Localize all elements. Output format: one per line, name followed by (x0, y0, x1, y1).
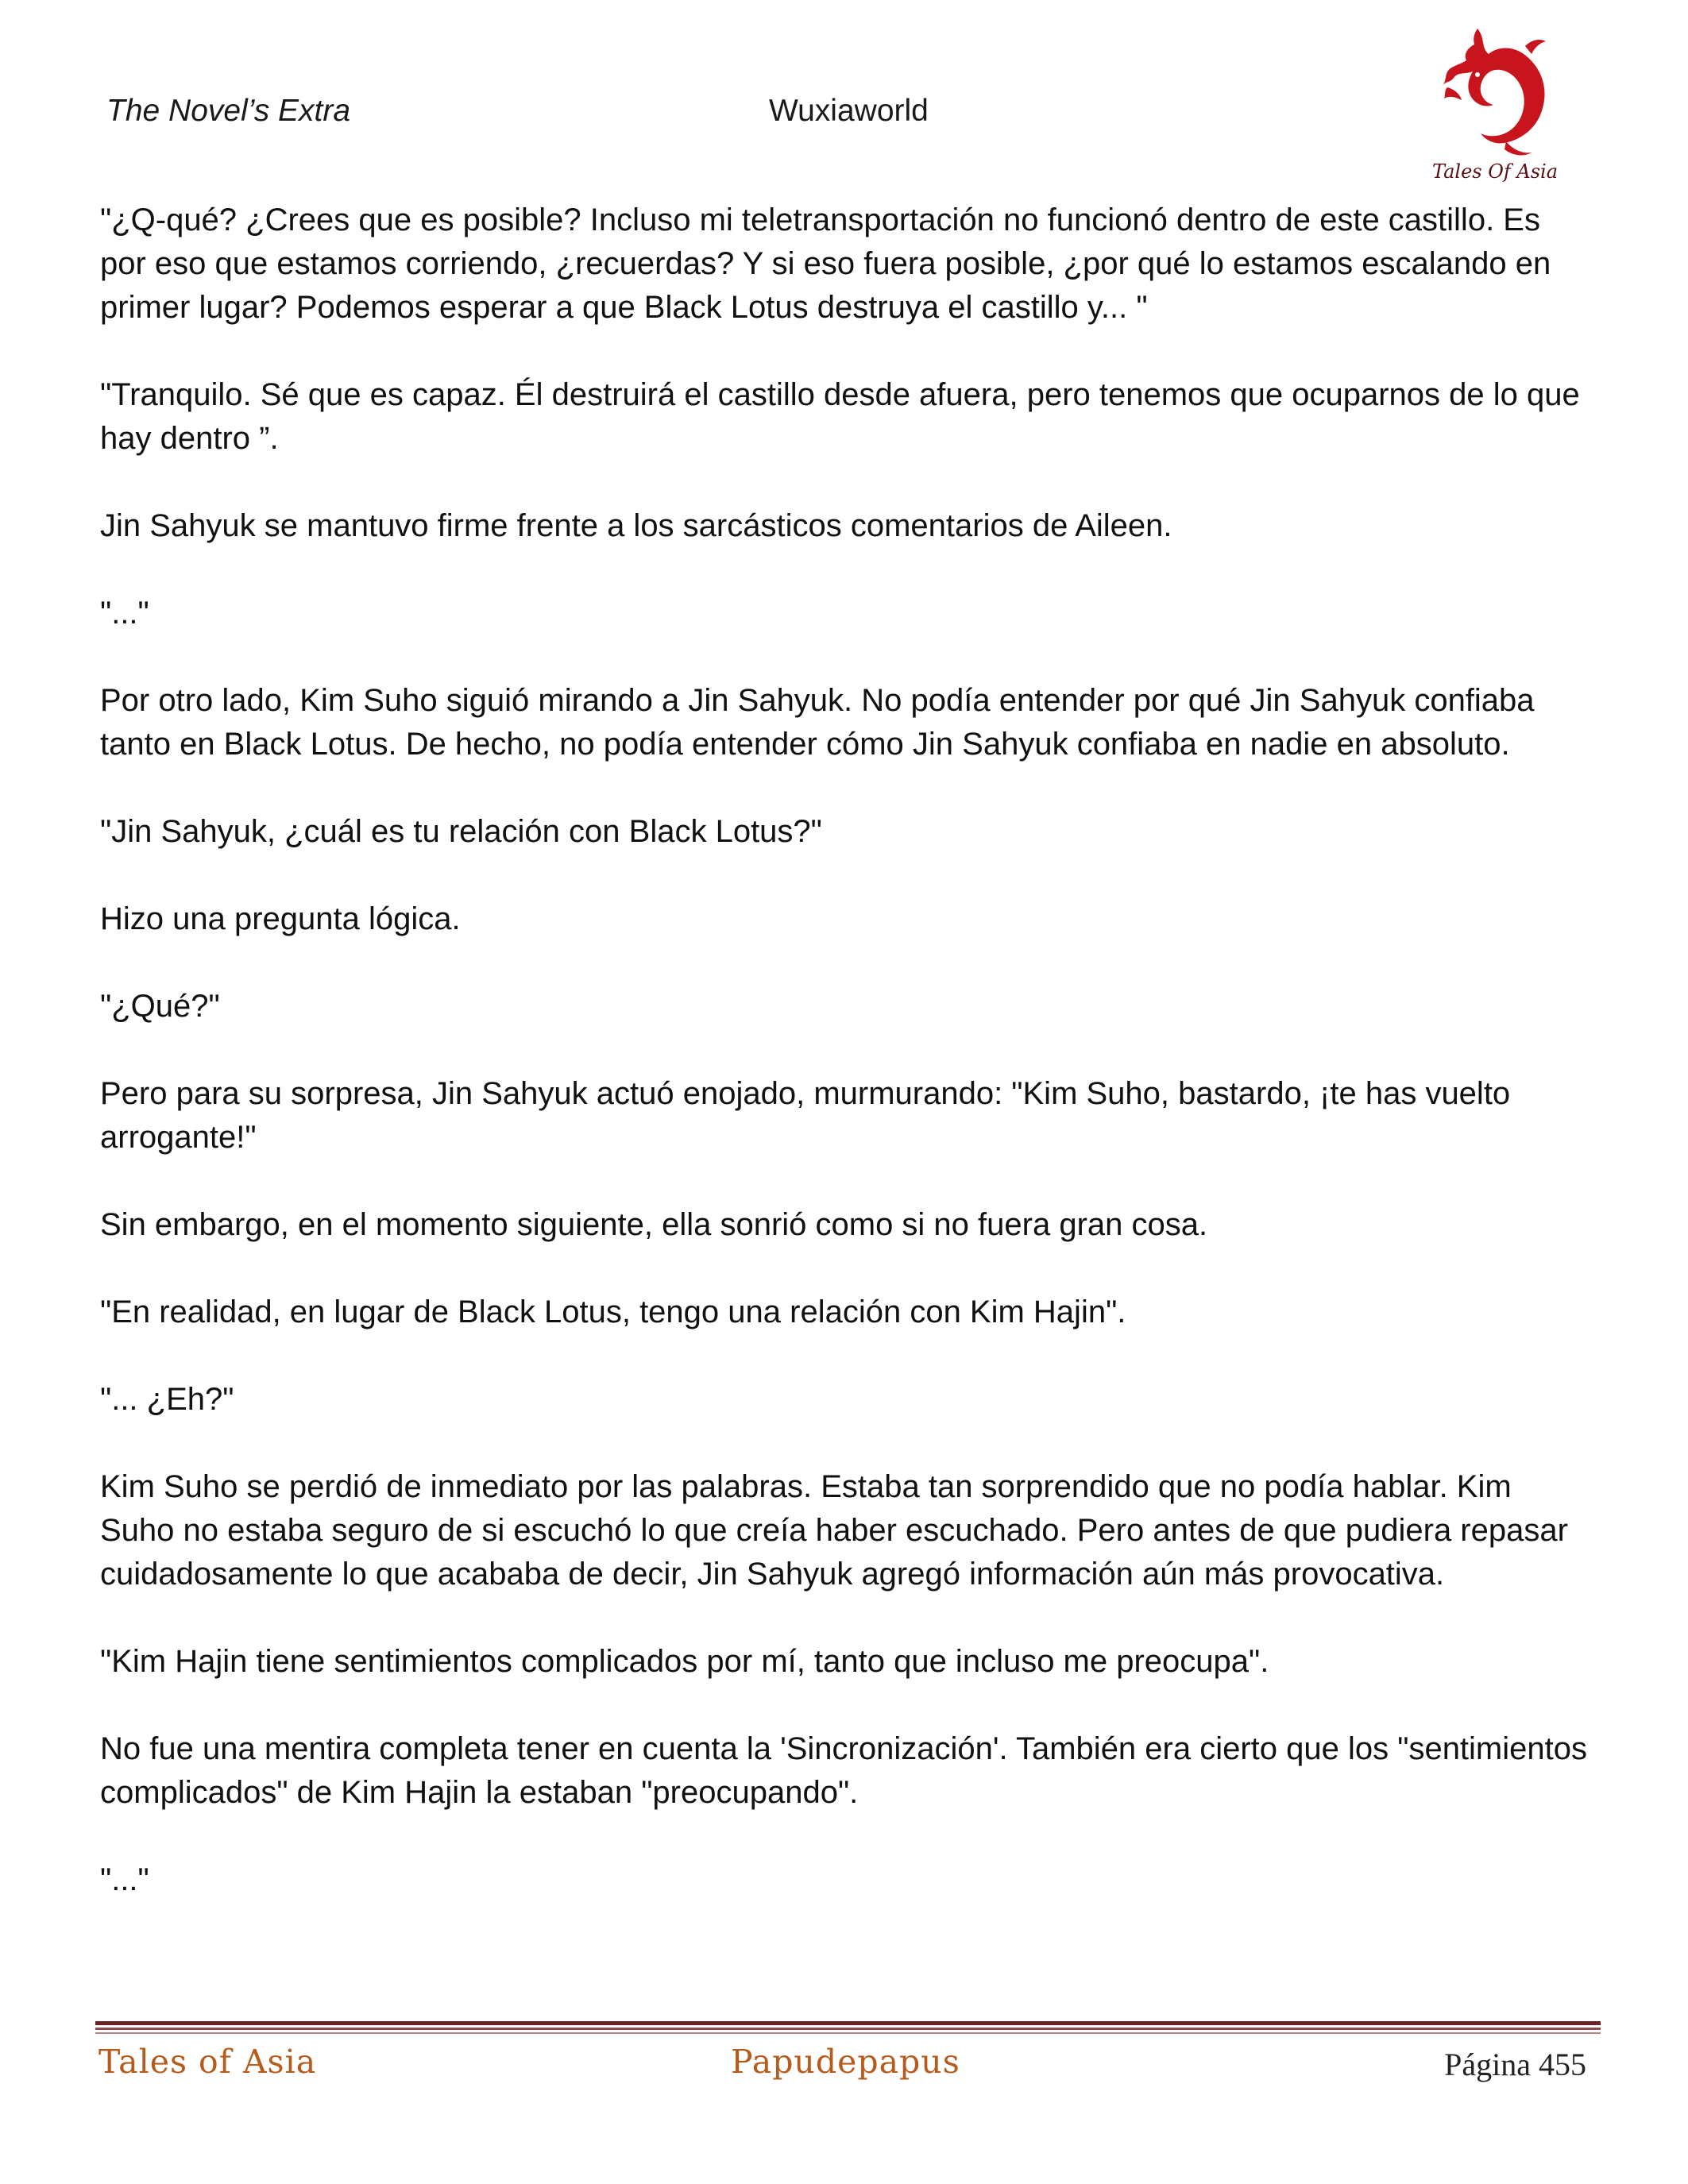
page-number: Página 455 (1444, 2047, 1586, 2082)
header-book-title: The Novel’s Extra (106, 94, 351, 128)
paragraph: Hizo una pregunta lógica. (100, 901, 461, 936)
paragraph: "En realidad, en lugar de Black Lotus, tengo una relación con Kim Hajin". (100, 1295, 1126, 1329)
paragraph: Pero para su sorpresa, Jin Sahyuk actuó enojado, murmurando: "Kim Suho, bastardo, ¡te has vuelto arrogante!" (100, 1076, 1511, 1155)
paragraph: "Tranquilo. Sé que es capaz. Él destruirá el castillo desde afuera, pero tenemos que ocuparnos de lo que hay dentro ”. (100, 377, 1580, 456)
paragraph: No fue una mentira completa tener en cuenta la 'Sincronización'. También era cierto que los "sentimientos complicados" de Kim Hajin la estaban "preocupando". (100, 1731, 1587, 1810)
paragraph: "..." (100, 1862, 149, 1897)
paragraph: "Jin Sahyuk, ¿cuál es tu relación con Black Lotus?" (100, 814, 822, 849)
paragraph: "... ¿Eh?" (100, 1382, 234, 1417)
paragraph: "¿Qué?" (100, 989, 220, 1024)
tales-of-asia-logo (1430, 22, 1561, 185)
paragraph: Sin embargo, en el momento siguiente, ella sonrió como si no fuera gran cosa. (100, 1207, 1208, 1242)
paragraph: "Kim Hajin tiene sentimientos complicados por mí, tanto que incluso me preocupa". (100, 1644, 1269, 1679)
chapter-body (100, 199, 1593, 1946)
header-source: Wuxiaworld (769, 94, 929, 128)
paragraph: Jin Sahyuk se mantuvo firme frente a los sarcásticos comentarios de Aileen. (100, 508, 1172, 543)
logo-wordmark (1430, 156, 1561, 187)
footer-site-name: Tales of Asia (98, 2043, 317, 2081)
footer-rule (95, 2032, 1601, 2034)
svg-text:Tales Of Asia: Tales Of Asia (1431, 160, 1559, 183)
paragraph: "¿Q-qué? ¿Crees que es posible? Incluso mi teletransportación no funcionó dentro de este castillo. Es por eso que estamos corriendo, ¿recuerdas? Y si eso fuera posible, ¿por qué lo estamos escalando en primer lugar? Podemos esperar a que Black Lotus destruya el castillo y... " (100, 203, 1551, 325)
paragraph: Por otro lado, Kim Suho siguió mirando a Jin Sahyuk. No podía entender por qué Jin Sahyuk confiaba tanto en Black Lotus. De hecho, no podía entender cómo Jin Sahyuk confiaba en nadie en absoluto. (100, 683, 1535, 762)
footer-translator: Papudepapus (731, 2043, 960, 2081)
paragraph: "..." (100, 596, 149, 631)
footer-rule (95, 2028, 1601, 2030)
paragraph: Kim Suho se perdió de inmediato por las palabras. Estaba tan sorprendido que no podía hablar. Kim Suho no estaba seguro de si escuchó lo que creía haber escuchado. Pero antes de que pudiera repasar cuidadosamente lo que acababa de decir, Jin Sahyuk agregó información aún más provocativa. (100, 1469, 1568, 1592)
footer-rule (95, 2021, 1601, 2025)
